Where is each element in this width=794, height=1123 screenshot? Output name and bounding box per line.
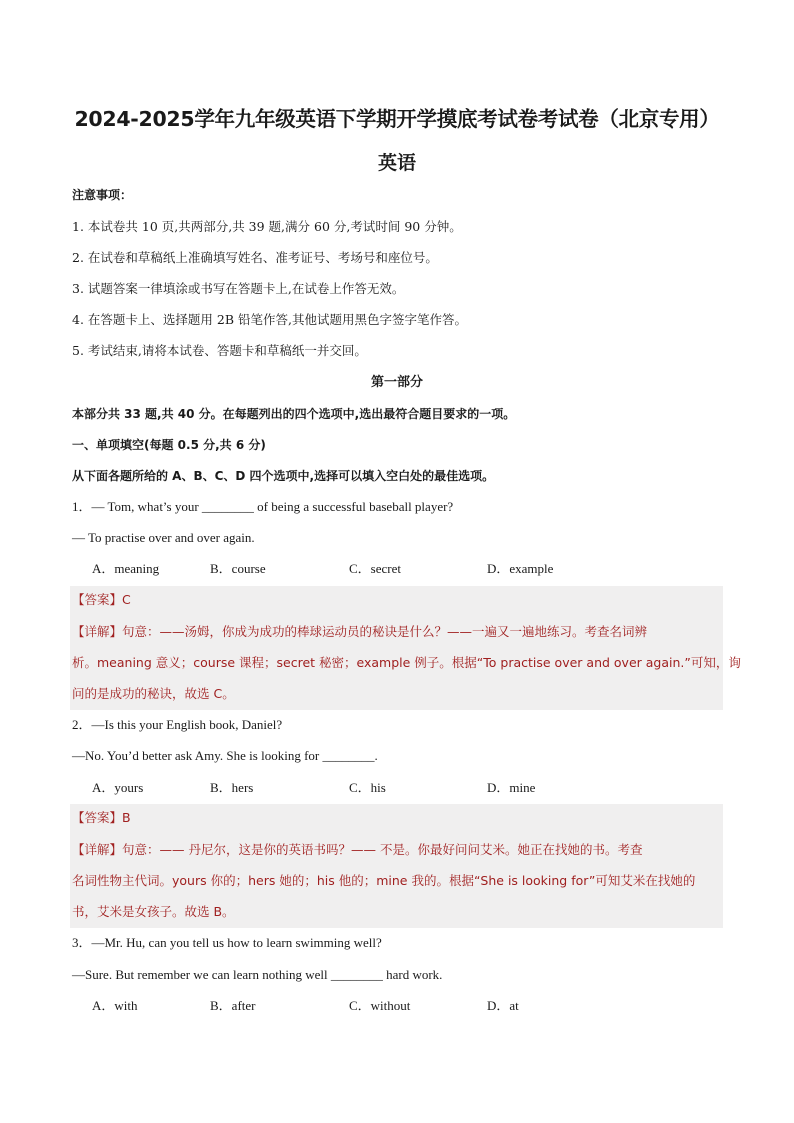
option-b: B．hers — [210, 780, 254, 795]
option-d: D．example — [487, 561, 554, 576]
question-3-reply: —Sure. But remember we can learn nothing well ________ hard work. — [72, 967, 443, 982]
question-1-reply: — To practise over and over again. — [72, 530, 255, 545]
notice-item: 4. 在答题卡上、选择题用 2B 铅笔作答,其他试题用黑色字签字笔作答。 — [72, 312, 467, 327]
section-title: 一、单项填空(每题 0.5 分,共 6 分) — [72, 438, 266, 452]
option-d: D．mine — [487, 780, 536, 795]
option-b: B．after — [210, 998, 256, 1013]
option-b: B．course — [210, 561, 266, 576]
notice-item: 1. 本试卷共 10 页,共两部分,共 39 题,满分 60 分,考试时间 90 分钟。 — [72, 219, 462, 234]
question-1-answer: 【答案】C — [72, 592, 131, 607]
notice-item: 2. 在试卷和草稿纸上准确填写姓名、准考证号、考场号和座位号。 — [72, 250, 438, 265]
option-c: C．secret — [349, 561, 401, 576]
notice-heading: 注意事项： — [72, 188, 133, 202]
page-subtitle: 英语 — [377, 152, 416, 174]
option-c: C．his — [349, 780, 386, 795]
question-1-text: 1．— Tom, what’s your ________ of being a successful baseball player? — [72, 499, 454, 514]
question-2-explanation: 名词性物主代词。yours 你的；hers 她的；his 他的；mine 我的。根据“She is looking for”可知艾米在找她的 — [72, 873, 696, 888]
option-d: D．at — [487, 998, 519, 1013]
notice-item: 5. 考试结束,请将本试卷、答题卡和草稿纸一并交回。 — [72, 343, 367, 358]
notice-item: 3. 试题答案一律填涂或书写在答题卡上,在试卷上作答无效。 — [72, 281, 405, 296]
section-instruction: 从下面各题所给的 A、B、C、D 四个选项中,选择可以填入空白处的最佳选项。 — [72, 469, 495, 483]
question-2-text: 2．—Is this your English book, Daniel? — [72, 717, 283, 732]
question-2-explanation: 书，艾米是女孩子。故选 B。 — [72, 904, 235, 919]
question-2-explanation: 【详解】句意：—— 丹尼尔，这是你的英语书吗？—— 不是。你最好问问艾米。她正在找她的书。考查 — [72, 842, 643, 857]
question-3-text: 3．—Mr. Hu, can you tell us how to learn swimming well? — [72, 935, 382, 950]
page-title: 2024-2025学年九年级英语下学期开学摸底考试卷考试卷（北京专用） — [74, 107, 720, 131]
question-2-reply: —No. You’d better ask Amy. She is looking for ________. — [72, 748, 378, 763]
question-1-explanation: 问的是成功的秘诀，故选 C。 — [72, 686, 235, 701]
part-heading: 第一部分 — [370, 375, 423, 390]
option-a: A．yours — [92, 780, 144, 795]
option-a: A．with — [92, 998, 138, 1013]
option-a: A．meaning — [92, 561, 160, 576]
option-c: C．without — [349, 998, 411, 1013]
part-intro: 本部分共 33 题,共 40 分。在每题列出的四个选项中,选出最符合题目要求的一项。 — [72, 407, 516, 421]
question-1-explanation: 析。meaning 意义；course 课程；secret 秘密；example 例子。根据“To practise over and over again.”可知，询 — [72, 655, 741, 670]
question-1-explanation: 【详解】句意：——汤姆，你成为成功的棒球运动员的秘诀是什么？——一遍又一遍地练习。考查名词辨 — [72, 624, 648, 639]
question-2-answer: 【答案】B — [72, 810, 131, 825]
